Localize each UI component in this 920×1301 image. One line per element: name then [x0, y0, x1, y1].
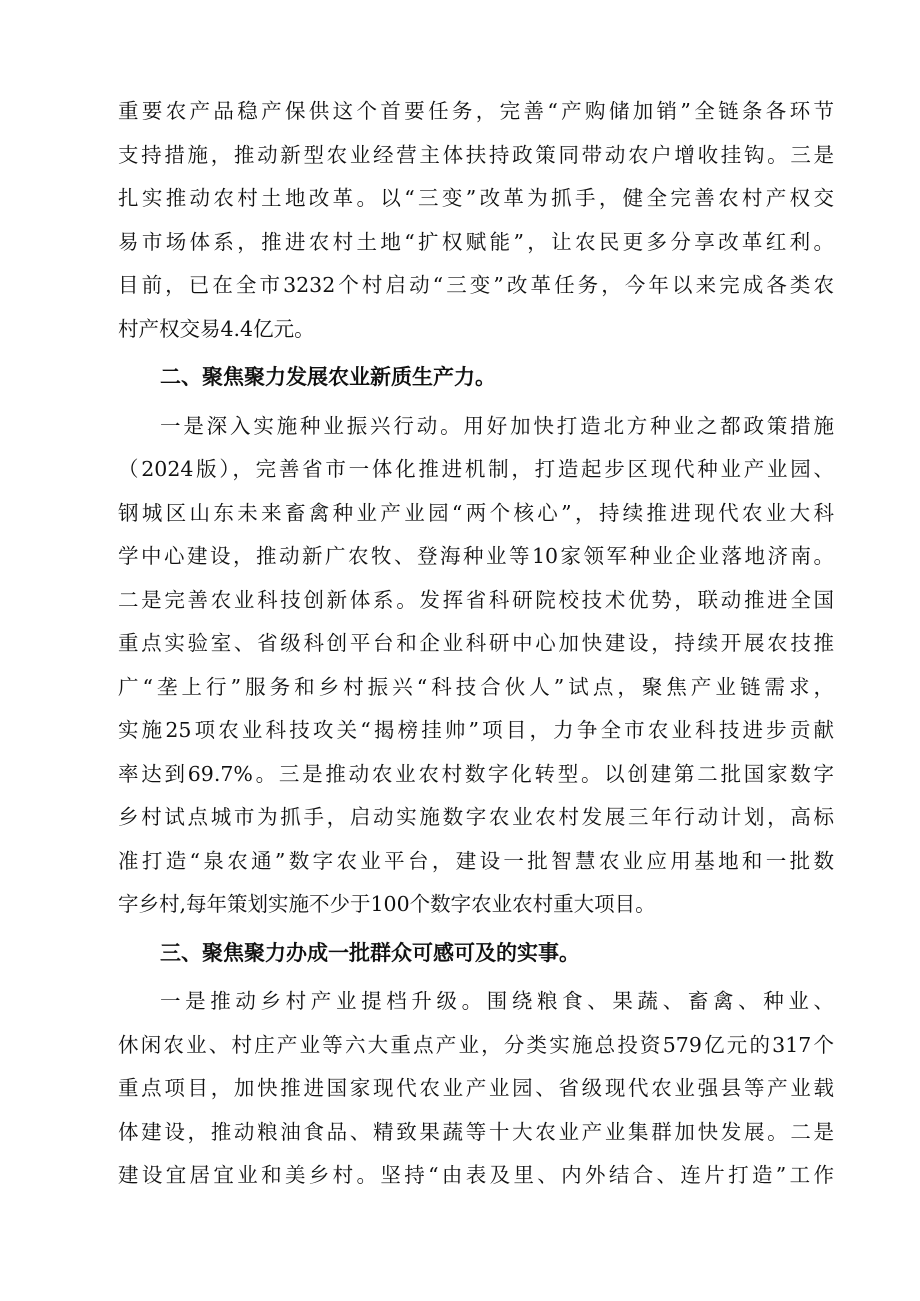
- text-line: 二是完善农业科技创新体系。发挥省科研院校技术优势，联动推进全国: [118, 587, 834, 612]
- text-line: 建设宜居宜业和美乡村。坚持“由表及里、内外结合、连片打造”工作: [118, 1163, 834, 1187]
- text-line: 支持措施，推动新型农业经营主体扶持政策同带动农户增收挂钩。三是: [118, 142, 834, 167]
- section-heading-3: 三、聚焦聚力办成一批群众可感可及的实事。: [160, 940, 580, 965]
- text-line: 扎实推动农村土地改革。以“三变”改革为抓手，健全完善农村产权交: [118, 186, 834, 210]
- document-body: [118, 90, 834, 1198]
- text-line: 钢城区山东未来畜禽种业产业园“两个核心”，持续推进现代农业大科: [118, 500, 834, 525]
- text-line: 字乡村,每年策划实施不少于100个数字农业农村重大项目。: [118, 892, 656, 916]
- text-line: 目前，已在全市3232个村启动“三变”改革任务，今年以来完成各类农: [118, 273, 834, 297]
- text-line: 准打造“泉农通”数字农业平台，建设一批智慧农业应用基地和一批数: [118, 848, 834, 873]
- paragraph-rural-reform: [118, 90, 834, 351]
- paragraph-new-productivity: [118, 405, 834, 927]
- text-line: 学中心建设，推动新广农牧、登海种业等10家领军种业企业落地济南。: [118, 544, 834, 568]
- text-line: 休闲农业、村庄产业等六大重点产业，分类实施总投资579亿元的317个: [118, 1032, 834, 1057]
- text-line: 重点项目，加快推进国家现代农业产业园、省级现代农业强县等产业载: [118, 1076, 834, 1100]
- text-line: 一是深入实施种业振兴行动。用好加快打造北方种业之都政策措施: [160, 413, 834, 438]
- text-line: 广“垄上行”服务和乡村振兴“科技合伙人”试点，聚焦产业链需求，: [118, 674, 834, 699]
- text-line: 率达到69.7%。三是推动农业农村数字化转型。以创建第二批国家数字: [118, 761, 834, 786]
- text-line: 重点实验室、省级科创平台和企业科研中心加快建设，持续开展农技推: [118, 631, 834, 655]
- text-line: 体建设，推动粮油食品、精致果蔬等十大农业产业集群加快发展。二是: [118, 1119, 834, 1144]
- text-line: 重要农产品稳产保供这个首要任务，完善“产购储加销”全链条各环节: [118, 99, 834, 123]
- text-line: 村产权交易4.4亿元。: [118, 316, 315, 341]
- text-line: 一是推动乡村产业提档升级。围绕粮食、果蔬、畜禽、种业、: [160, 989, 834, 1013]
- section-heading-2: 二、聚焦聚力发展农业新质生产力。: [160, 365, 496, 389]
- text-line: 乡村试点城市为抓手，启动实施数字农业农村发展三年行动计划，高标: [118, 805, 834, 829]
- paragraph-practical-matters: [118, 980, 834, 1198]
- text-line: 实施25项农业科技攻关“揭榜挂帅”项目，力争全市农业科技进步贡献: [118, 718, 834, 742]
- text-line: （2024版），完善省市一体化推进机制，打造起步区现代种业产业园、: [118, 457, 834, 481]
- text-line: 易市场体系，推进农村土地“扩权赋能”，让农民更多分享改革红利。: [118, 229, 834, 254]
